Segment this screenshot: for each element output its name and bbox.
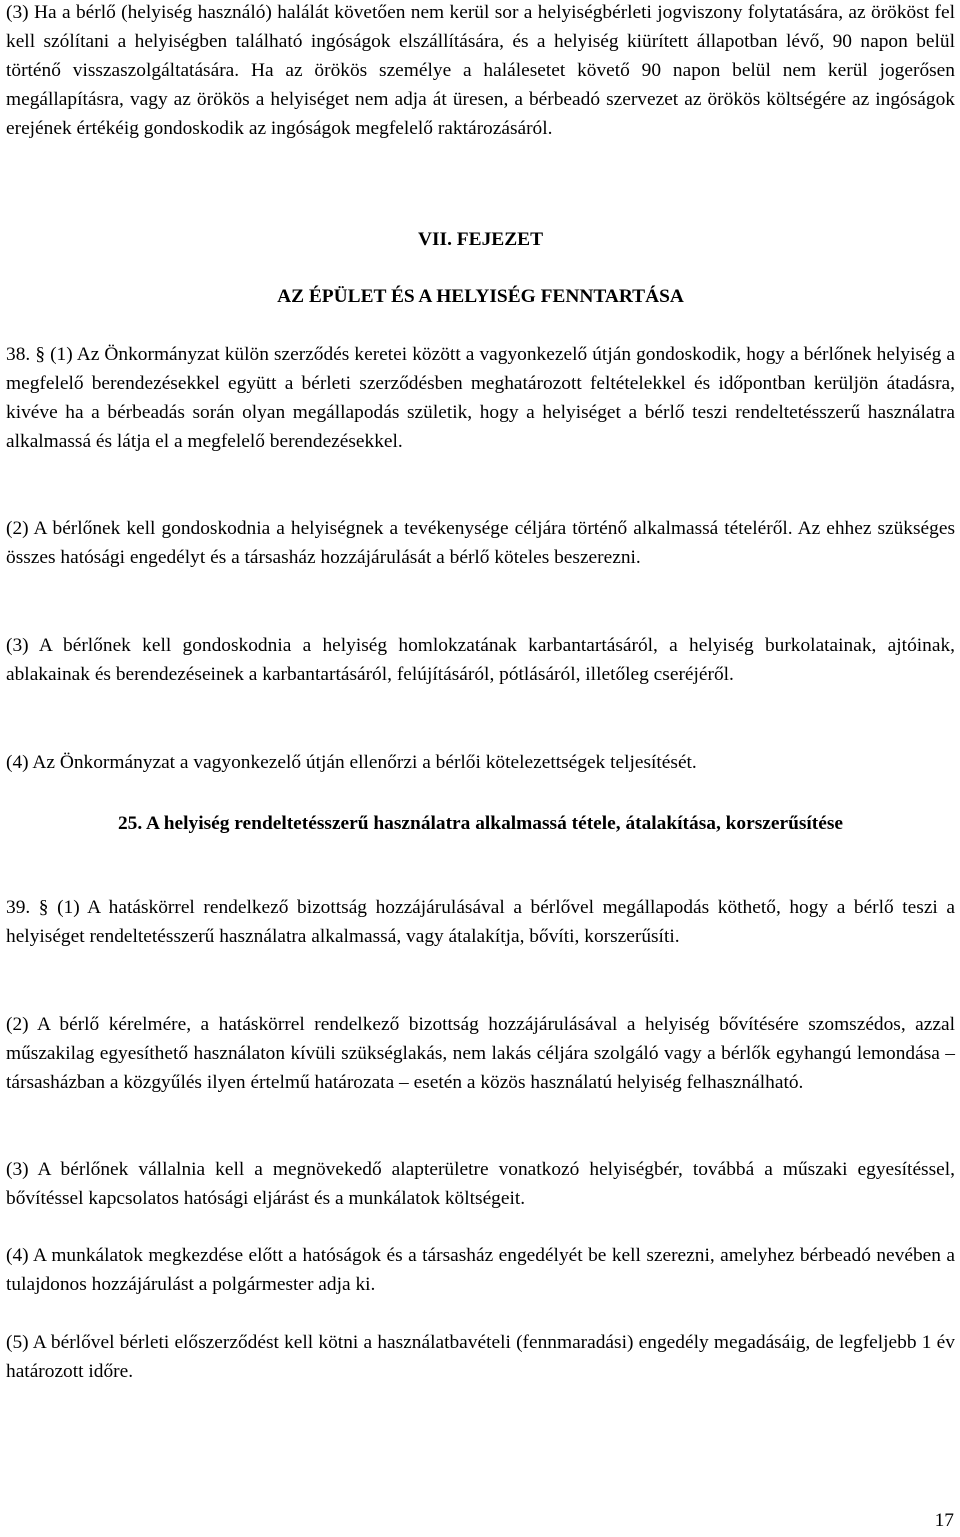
section-38-paragraph-2: (2) A bérlőnek kell gondoskodnia a helyiségnek a tevékenysége céljára történő alkalmassá tételéről. Az ehhez szükséges összes hatósági engedélyt és a társasház hozzájárulását a bérlő köteles beszerezni.: [6, 518, 955, 568]
chapter-heading: VII. FEJEZET: [418, 229, 543, 250]
section-39-paragraph-2: (2) A bérlő kérelmére, a hatáskörrel rendelkező bizottság hozzájárulásával a helyiség bővítésére szomszédos, azzal műszakilag egyesíthető használaton kívüli szükséglakás, nem lakás céljára szolgáló vagy a bérlők egyhangú lemondása – társasházban a közgyűlés ilyen értelmű határozata – esetén a közös használatú helyiség felhasználható.: [6, 1014, 955, 1093]
section-38-paragraph-3: (3) A bérlőnek kell gondoskodnia a helyiség homlokzatának karbantartásáról, a helyiség burkolatainak, ajtóinak, ablakainak és berendezéseinek a karbantartásáról, felújításáról, pótlásáról, illetőleg cseréjéről.: [6, 635, 955, 685]
section-39-paragraph-1: 39. § (1) A hatáskörrel rendelkező bizottság hozzájárulásával a bérlővel megállapodás köthető, hogy a bérlő teszi a helyiséget rendeltetésszerű használatra alkalmassá, vagy átalakítja, bővíti, korszerűsíti.: [6, 897, 955, 947]
section-39-paragraph-4: (4) A munkálatok megkezdése előtt a hatóságok és a társasház engedélyét be kell szerezni, amelyhez bérbeadó nevében a tulajdonos hozzájárulást a polgármester adja ki.: [6, 1245, 955, 1295]
section-39-paragraph-3: (3) A bérlőnek vállalnia kell a megnövekedő alapterületre vonatkozó helyiségbér, továbbá a műszaki egyesítéssel, bővítéssel kapcsolatos hatósági eljárást és a munkálatok költségeit.: [6, 1159, 955, 1209]
section-39-paragraph-5: (5) A bérlővel bérleti előszerződést kell kötni a használatbavételi (fennmaradási) engedély megadásáig, de legfeljebb 1 év határozott időre.: [6, 1332, 955, 1382]
section-25-title: 25. A helyiség rendeltetésszerű használatra alkalmassá tétele, átalakítása, korszerűsítése: [117, 813, 844, 834]
section-38-paragraph-1: 38. § (1) Az Önkormányzat külön szerződés keretei között a vagyonkezelő útján gondoskodik, hogy a bérlőnek helyiség a megfelelő berendezésekkel együtt a bérleti szerződésben meghatározott feltételekkel és időpontban kerüljön átadásra, kivéve ha a bérbeadás során olyan megállapodás születik, hogy a helyiséget a bérlő teszi rendeltetésszerű használatra alkalmassá és látja el a megfelelő berendezésekkel.: [6, 344, 955, 452]
chapter-title: AZ ÉPÜLET ÉS A HELYISÉG FENNTARTÁSA: [277, 286, 684, 307]
paragraph-3-inheritance: (3) Ha a bérlő (helyiség használó) halálát követően nem kerül sor a helyiségbérleti jogviszony folytatására, az örököst fel kell szólítani a helyiségben található ingóságok elszállítására, és a helyiség kiürített állapotban lévő, 90 napon belül történő visszaszolgáltatására. Ha az örökös személye a halálesetet követő 90 napon belül nem kerül jogerősen megállapításra, vagy az örökös a helyiséget nem adja át üresen, a bérbeadó szervezet az örökös költségére az ingóságok erejének értékéig gondoskodik az ingóságok megfelelő raktározásáról.: [6, 2, 955, 139]
section-38-paragraph-4: (4) Az Önkormányzat a vagyonkezelő útján ellenőrzi a bérlői kötelezettségek teljesítését.: [6, 752, 697, 773]
page-number: 17: [934, 1510, 954, 1531]
